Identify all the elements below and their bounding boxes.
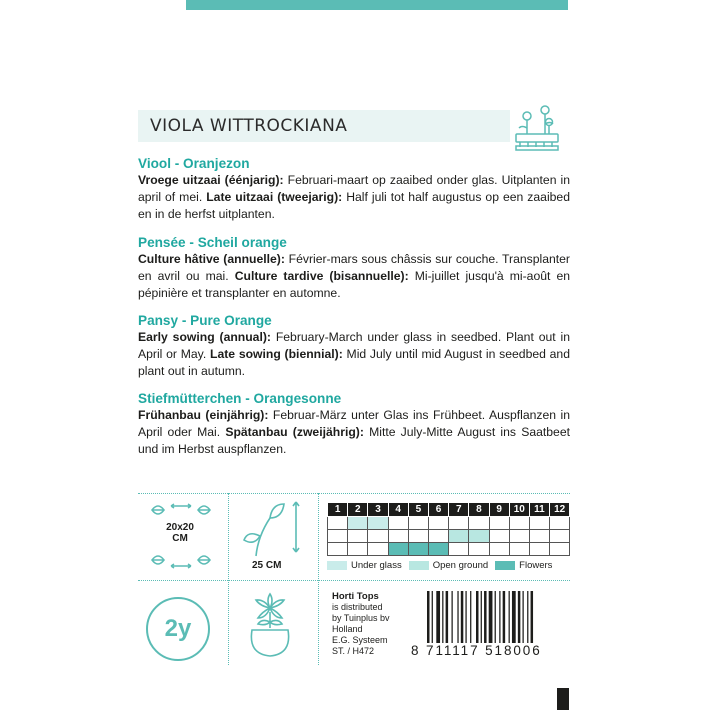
calendar-row-under-glass (328, 517, 570, 530)
calendar-cell (348, 543, 368, 556)
sowing-label: Late sowing (biennial): (210, 347, 343, 361)
distributor-info (332, 591, 422, 657)
distributor-name: Horti Tops (332, 591, 379, 602)
potted-plant-icon (244, 590, 296, 660)
section-english (138, 312, 570, 380)
calendar-cell (368, 530, 388, 543)
month-cell: 3 (368, 503, 388, 517)
barcode-bar (461, 591, 464, 643)
divider-vertical-2 (318, 493, 319, 665)
legend-label: Open ground (432, 560, 489, 571)
calendar-cell (428, 517, 448, 530)
calendar-cell (388, 530, 408, 543)
calendar-cell (328, 517, 348, 530)
calendar-cell (449, 543, 469, 556)
month-cell: 6 (428, 503, 448, 517)
calendar-cell (509, 530, 529, 543)
calendar-cell (408, 517, 428, 530)
calendar-header-row (328, 503, 570, 517)
calendar-cell (489, 517, 509, 530)
seedbed-icon (512, 102, 562, 156)
barcode-bar (489, 591, 493, 643)
month-cell: 2 (348, 503, 368, 517)
barcode-bar (527, 591, 528, 643)
section-body (138, 251, 570, 302)
barcode-bar (481, 591, 482, 643)
legend-item-open-ground (409, 560, 488, 571)
calendar-cell (348, 530, 368, 543)
barcode-bar (436, 591, 440, 643)
barcode-bar (518, 591, 521, 643)
barcode-edge-mark (557, 688, 569, 710)
plant-height-icon (242, 498, 308, 560)
top-color-bar (186, 0, 568, 10)
barcode-bar (523, 591, 524, 643)
barcode-bar (512, 591, 516, 643)
sowing-text: Mid July until mid August in seedbed and plant out in autumn. (138, 347, 570, 378)
calendar-cell (550, 530, 570, 543)
barcode-bar (457, 591, 458, 643)
legend-label: Flowers (519, 560, 553, 571)
month-cell: 8 (469, 503, 489, 517)
section-title: Stiefmütterchen - Orangesonne (138, 391, 342, 406)
barcode-bar (442, 591, 443, 643)
calendar-cell (469, 530, 489, 543)
distributor-line: Holland (332, 624, 363, 634)
calendar-cell (449, 530, 469, 543)
month-cell: 10 (509, 503, 529, 517)
sowing-text: Mi-juillet jusqu'à mi-août en pépinière et transplanter en automne. (138, 269, 571, 300)
barcode-digits: 8 711117 518006 (411, 643, 542, 658)
calendar-cell (509, 517, 529, 530)
calendar-cell (428, 543, 448, 556)
sowing-text: Half juli tot half augustus op een zaaibed en in de herfst uitplanten. (138, 190, 570, 221)
calendar-cell (529, 517, 549, 530)
section-dutch (138, 155, 570, 223)
calendar-cell (529, 543, 549, 556)
barcode-bar (452, 591, 453, 643)
sowing-label: Culture tardive (bisannuelle): (234, 269, 409, 283)
barcode-bar (446, 591, 449, 643)
section-body (138, 407, 570, 458)
calendar-cell (328, 530, 348, 543)
calendar-cell (449, 517, 469, 530)
month-cell: 11 (529, 503, 549, 517)
calendar-cell (348, 517, 368, 530)
calendar-row-open-ground (328, 530, 570, 543)
barcode-bar (484, 591, 487, 643)
species-name: VIOLA WITTROCKIANA (150, 116, 348, 136)
legend-swatch (409, 561, 429, 570)
barcode-bar (465, 591, 466, 643)
legend-item-under-glass (327, 560, 402, 571)
section-body (138, 172, 570, 223)
sowing-text: Mitte July-Mitte August ins Saatbeet und im Herbst auspflanzen. (138, 425, 570, 456)
spacing-unit: CM (172, 533, 188, 544)
barcode-bar (495, 591, 496, 643)
sowing-label: Spätanbau (zweijährig): (225, 425, 364, 439)
calendar-cell (388, 543, 408, 556)
barcode-bar (432, 591, 433, 643)
calendar-cell (489, 530, 509, 543)
barcode-bar (499, 591, 500, 643)
calendar-cell (368, 517, 388, 530)
legend-item-flowers (495, 560, 552, 571)
lifecycle-badge (146, 597, 210, 661)
calendar-cell (408, 543, 428, 556)
section-german (138, 390, 570, 458)
section-body (138, 329, 570, 380)
sowing-label: Frühanbau (einjährig): (138, 408, 269, 422)
barcode-bar (509, 591, 510, 643)
calendar-cell (550, 543, 570, 556)
barcode-bar (476, 591, 479, 643)
calendar-cell (428, 530, 448, 543)
plant-spacing-label (159, 522, 201, 544)
calendar-cell (550, 517, 570, 530)
sowing-label: Vroege uitzaai (éénjarig): (138, 173, 284, 187)
distributor-line: ST. / H472 (332, 646, 375, 656)
distributor-line: E.G. Systeem (332, 635, 388, 645)
calendar-cell (408, 530, 428, 543)
calendar-cell (509, 543, 529, 556)
barcode-bar (470, 591, 471, 643)
spacing-value: 20x20 (166, 522, 194, 533)
month-cell: 1 (328, 503, 348, 517)
calendar-cell (368, 543, 388, 556)
calendar-row-flowers (328, 543, 570, 556)
section-title: Pansy - Pure Orange (138, 313, 272, 328)
calendar-cell (489, 543, 509, 556)
divider-top (138, 493, 570, 494)
barcode-bar (503, 591, 506, 643)
sowing-label: Early sowing (annual): (138, 330, 271, 344)
distributor-line: is distributed (332, 602, 383, 612)
month-cell: 7 (449, 503, 469, 517)
divider-middle (138, 580, 570, 581)
month-cell: 12 (550, 503, 570, 517)
calendar-cell (328, 543, 348, 556)
month-cell: 9 (489, 503, 509, 517)
calendar-cell (529, 530, 549, 543)
calendar-legend (327, 560, 559, 571)
month-cell: 5 (408, 503, 428, 517)
month-cell: 4 (388, 503, 408, 517)
divider-vertical-1 (228, 493, 229, 665)
calendar-cell (388, 517, 408, 530)
sowing-text: Februari-maart op zaaibed onder glas. Uitplanten in april of mei. (138, 173, 570, 204)
sowing-label: Culture hâtive (annuelle): (138, 252, 285, 266)
barcode-image (427, 591, 569, 643)
sowing-label: Late uitzaai (tweejarig): (206, 190, 343, 204)
sowing-text: Février-mars sous châssis sur couche. Transplanter en avril ou mai. (138, 252, 570, 283)
section-french (138, 234, 570, 302)
barcode-bar (427, 591, 430, 643)
plant-height-label: 25 CM (252, 560, 282, 571)
legend-swatch (327, 561, 347, 570)
section-title: Pensée - Scheil orange (138, 235, 287, 250)
barcode-bar (531, 591, 534, 643)
distributor-line: by Tuinplus bv (332, 613, 390, 623)
legend-label: Under glass (351, 560, 402, 571)
section-title: Viool - Oranjezon (138, 156, 250, 171)
lifecycle-label: 2y (164, 615, 192, 642)
sowing-text: February-March under glass in seedbed. Plant out in April or May. (138, 330, 570, 361)
legend-swatch (495, 561, 515, 570)
calendar-cell (469, 517, 489, 530)
sowing-text: Februar-März unter Glas ins Frühbeet. Auspflanzen in April oder Mai. (138, 408, 570, 439)
calendar-cell (469, 543, 489, 556)
sowing-calendar (327, 502, 570, 556)
